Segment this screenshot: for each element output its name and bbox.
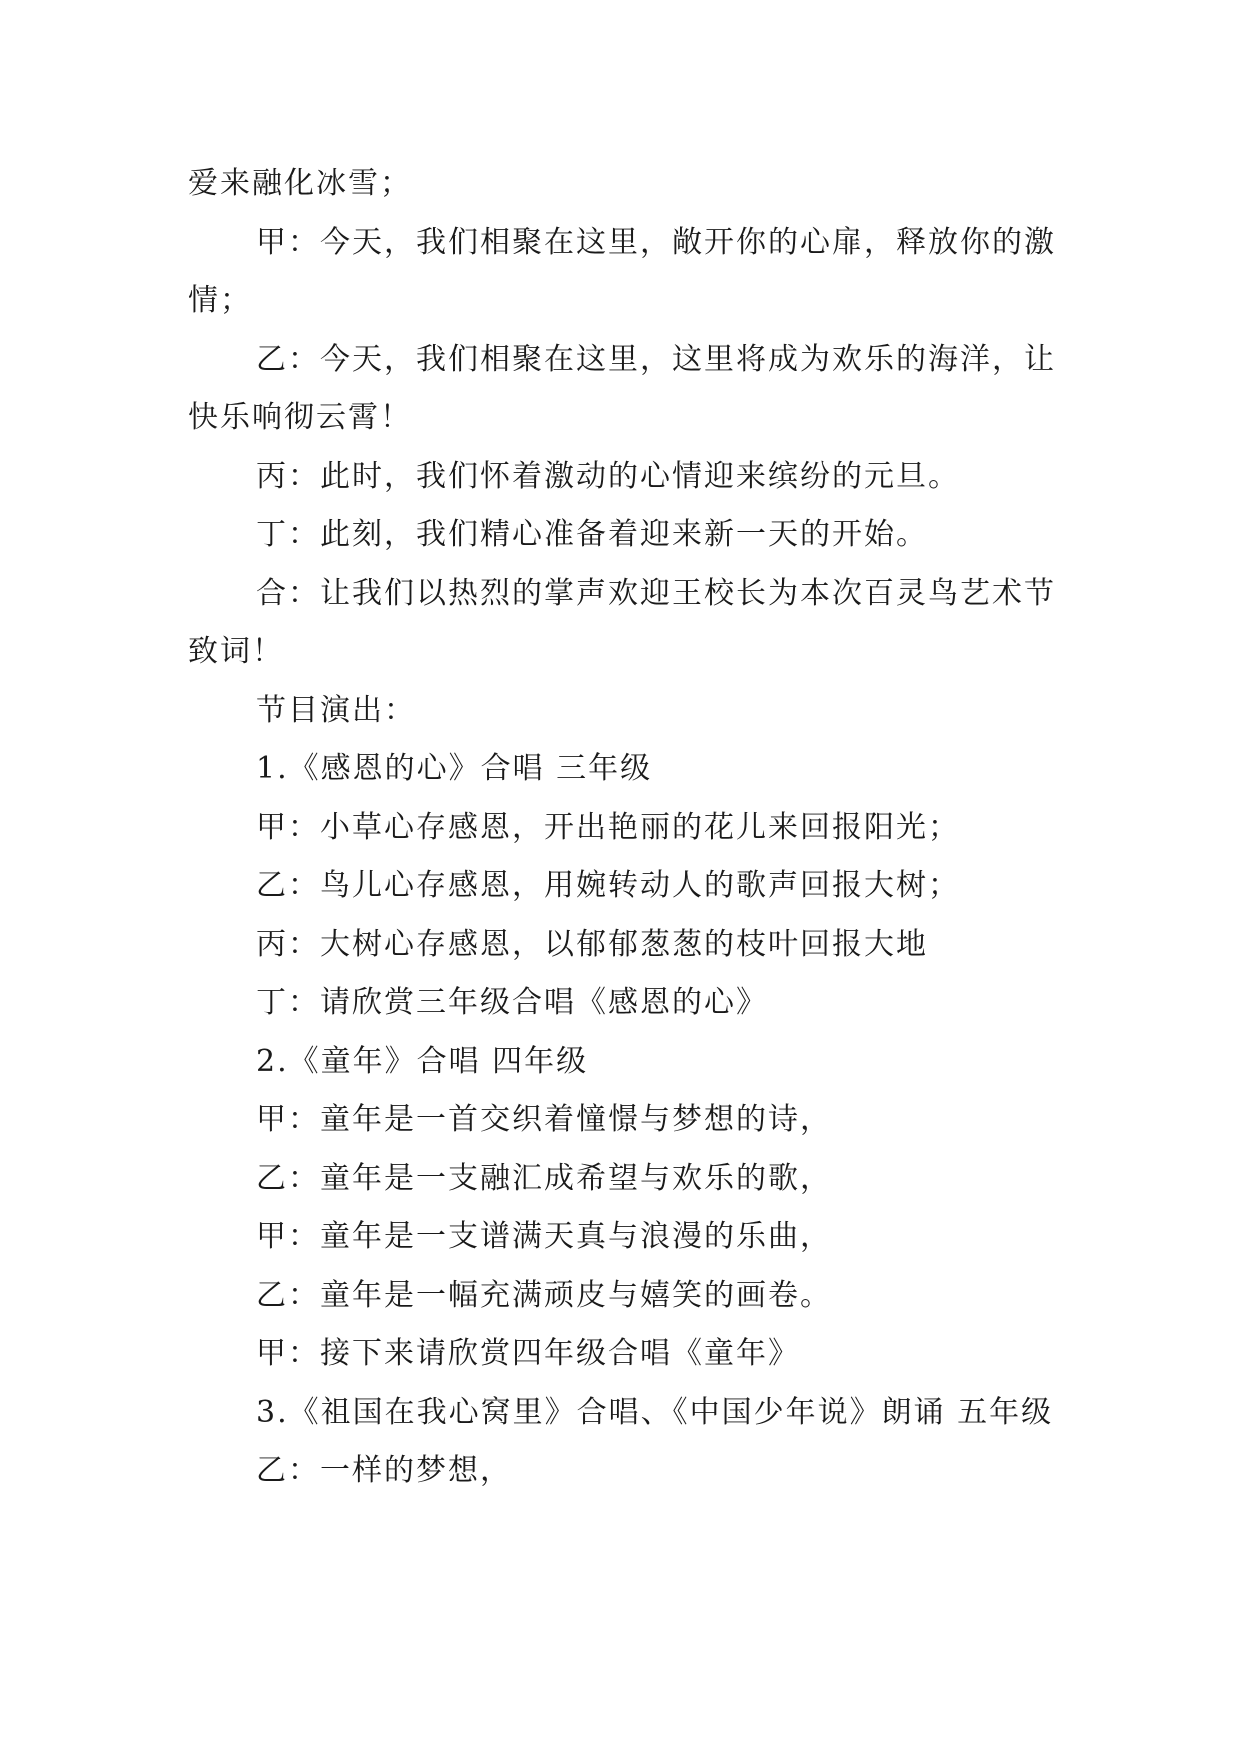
paragraph-17: 乙：童年是一幅充满顽皮与嬉笑的画卷。 [256,1277,832,1313]
paragraph-19: 3.《祖国在我心窝里》合唱、《中国少年说》朗诵 五年级 [256,1394,1054,1430]
paragraph-4: 丙：此时，我们怀着激动的心情迎来缤纷的元旦。 [256,458,960,494]
document-body [188,155,1058,1501]
paragraph-15: 乙：童年是一支融汇成希望与欢乐的歌， [256,1160,832,1196]
paragraph-8: 1.《感恩的心》合唱 三年级 [256,751,653,786]
paragraph-2: 甲：今天，我们相聚在这里，敞开你的心扉，释放你的激情； [188,224,1056,318]
paragraph-20: 乙：一样的梦想， [256,1453,512,1488]
paragraph-5: 丁：此刻，我们精心准备着迎来新一天的开始。 [256,517,928,552]
paragraph-12: 丁：请欣赏三年级合唱《感恩的心》 [256,985,768,1020]
paragraph-6: 合：让我们以热烈的掌声欢迎王校长为本次百灵鸟艺术节致词！ [188,575,1056,669]
paragraph-16: 甲：童年是一支谱满天真与浪漫的乐曲， [256,1219,832,1254]
paragraph-3: 乙：今天，我们相聚在这里，这里将成为欢乐的海洋，让快乐响彻云霄！ [188,341,1056,435]
paragraph-7: 节目演出： [256,692,416,728]
paragraph-13: 2.《童年》合唱 四年级 [256,1043,589,1079]
paragraph-14: 甲：童年是一首交织着憧憬与梦想的诗， [256,1102,832,1137]
paragraph-9: 甲：小草心存感恩，开出艳丽的花儿来回报阳光； [256,809,960,845]
paragraph-11: 丙：大树心存感恩，以郁郁葱葱的枝叶回报大地 [256,926,928,962]
paragraph-18: 甲：接下来请欣赏四年级合唱《童年》 [256,1336,800,1371]
paragraph-1: 爱来融化冰雪； [188,166,412,201]
paragraph-10: 乙：鸟儿心存感恩，用婉转动人的歌声回报大树； [256,868,960,903]
